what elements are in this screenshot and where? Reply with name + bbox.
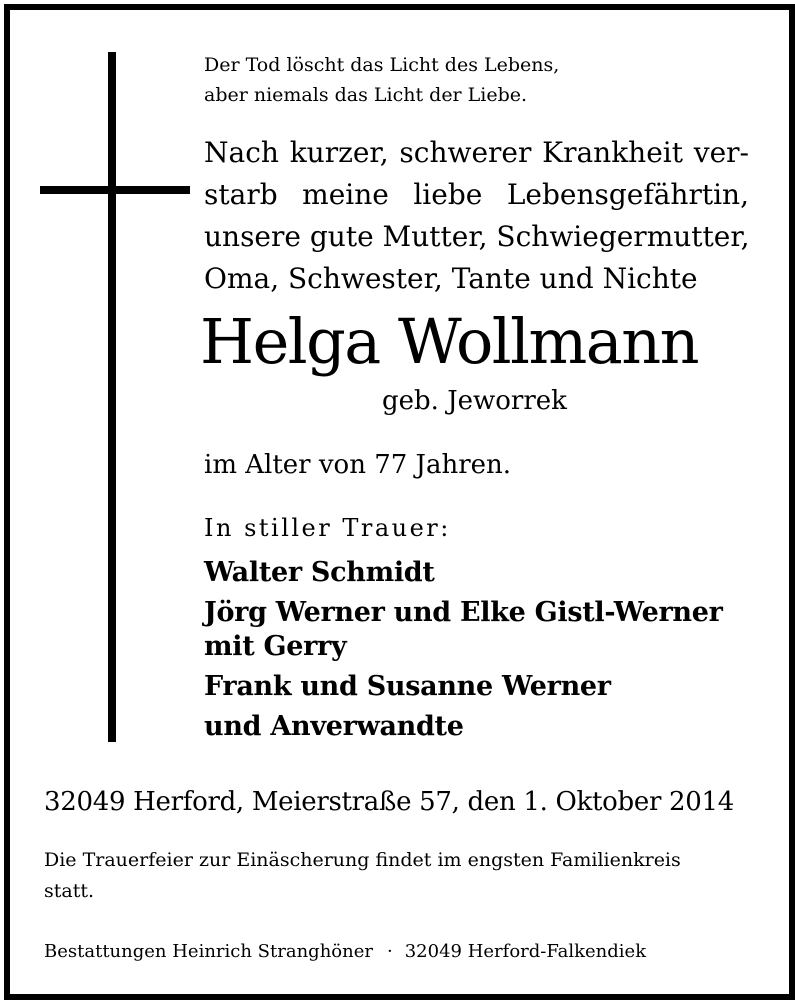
funeral-home-name: Bestattungen Heinrich Stranghöner	[44, 941, 373, 962]
mourning-label: In stiller Trauer:	[204, 514, 451, 542]
ceremony-line-1: Die Trauerfeier zur Einäscherung findet im engsten Familienkreis	[44, 849, 681, 871]
cross-icon-vertical-bar	[108, 52, 116, 742]
mourner-line: und Anverwandte	[204, 711, 464, 742]
death-announcement	[204, 132, 749, 300]
motto-line-1: Der Tod löscht das Licht des Lebens,	[204, 54, 560, 76]
deceased-name: Helga Wollmann	[200, 305, 699, 378]
announcement-line-3: unsere gute Mutter, Schwiegermutter,	[204, 220, 750, 253]
birth-name: geb. Jeworrek	[382, 386, 567, 416]
mourner-line: Walter Schmidt	[204, 557, 435, 588]
motto-line-2: aber niemals das Licht der Liebe.	[204, 84, 528, 106]
mourner-line: mit Gerry	[204, 631, 347, 662]
motto	[204, 50, 724, 110]
footer-separator: ·	[386, 941, 393, 962]
address-date-line: 32049 Herford, Meierstraße 57, den 1. Oktober 2014	[44, 787, 735, 817]
announcement-line-1: Nach kurzer, schwerer Krankheit ver-	[204, 136, 749, 169]
mourner-line: Jörg Werner und Elke Gistl-Werner	[204, 597, 723, 628]
cross-icon-horizontal-bar	[40, 186, 190, 194]
announcement-line-2: starb meine liebe Lebensgefährtin,	[204, 178, 749, 211]
funeral-home-footer	[44, 937, 646, 967]
mourner-line: Frank und Susanne Werner	[204, 671, 611, 702]
age-statement: im Alter von 77 Jahren.	[204, 450, 512, 480]
ceremony-line-2: statt.	[44, 880, 95, 902]
funeral-home-location: 32049 Herford-Falkendiek	[404, 941, 647, 962]
mourners-list	[204, 553, 764, 747]
announcement-line-4: Oma, Schwester, Tante und Nichte	[204, 262, 698, 295]
ceremony-note	[44, 845, 764, 907]
